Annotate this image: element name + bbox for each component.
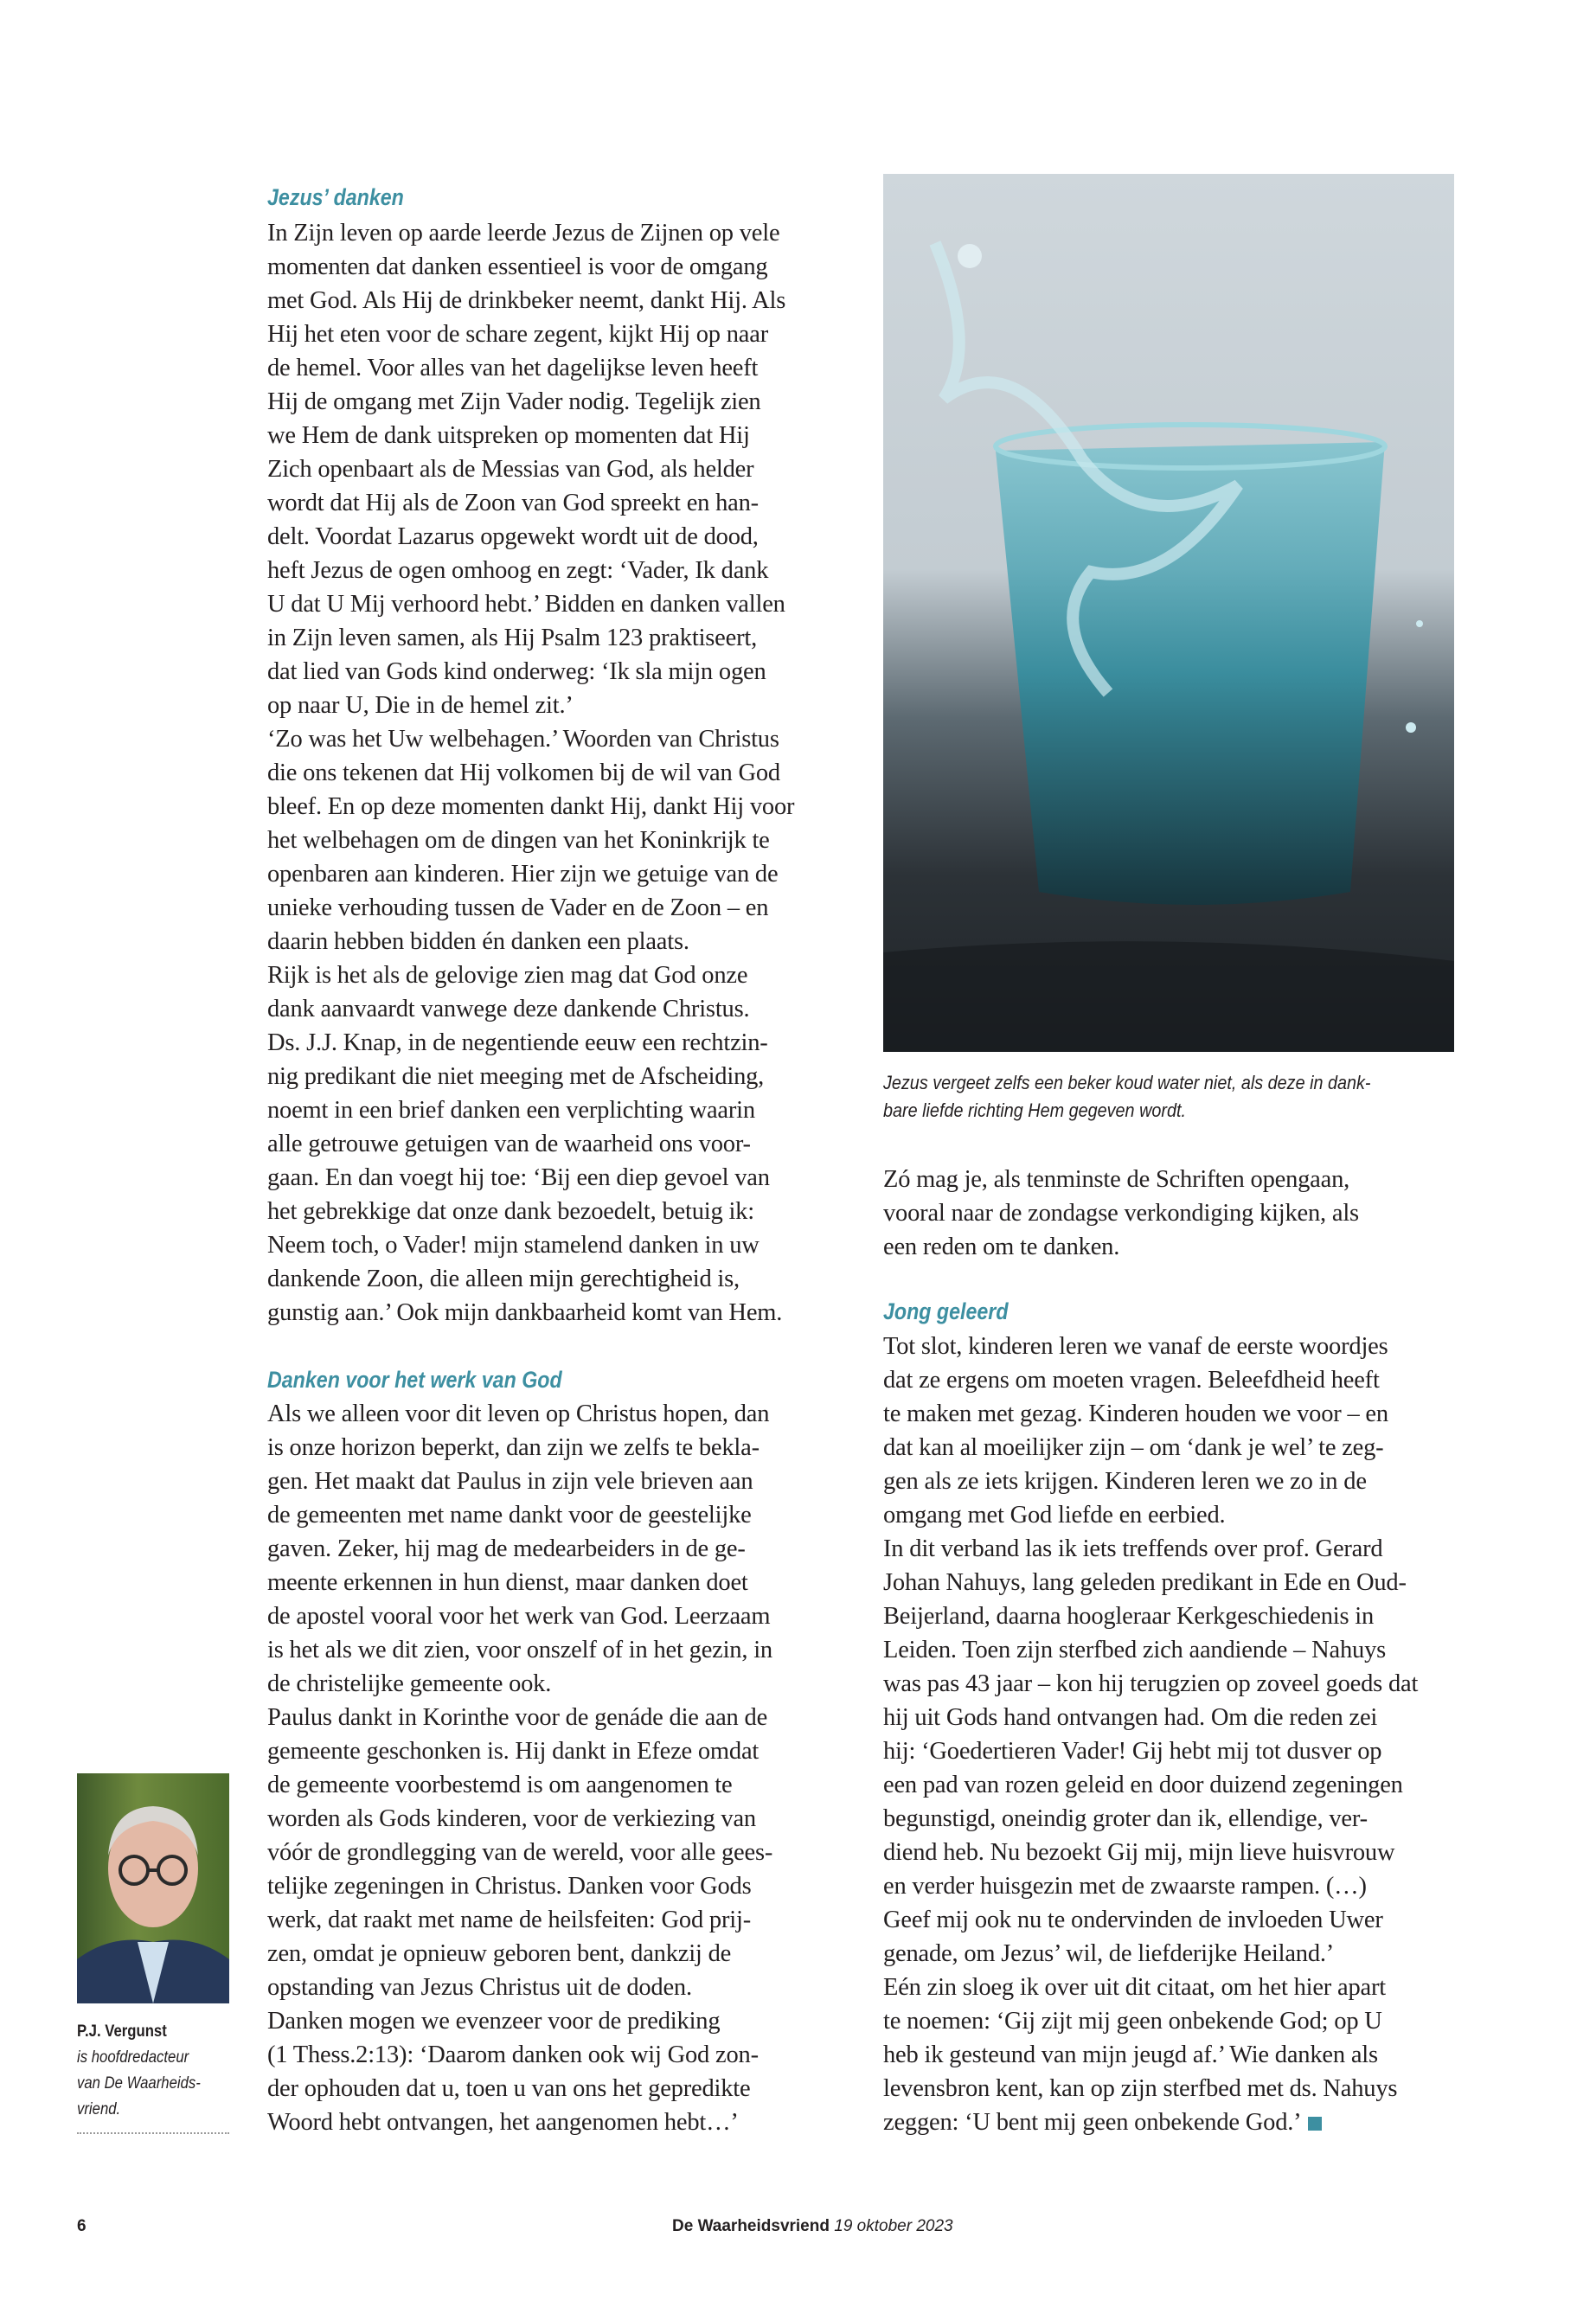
- text-line-content: In dit verband las ik iets treffends over prof. Gerard: [883, 1535, 1383, 1562]
- text-line-content: Rijk is het als de gelovige zien mag dat God onze: [267, 962, 748, 989]
- text-line-content: de christelijke gemeente ook.: [267, 1670, 552, 1697]
- publication-name: De Waarheidsvriend: [672, 2217, 830, 2235]
- text-line: [267, 655, 794, 689]
- text-line: [267, 317, 794, 351]
- text-line: [267, 1599, 772, 1633]
- text-line: [883, 2038, 1418, 2072]
- text-line: [883, 1465, 1418, 1498]
- text-line: [267, 1228, 794, 1262]
- text-line: [883, 1971, 1418, 2004]
- text-line: [883, 1701, 1418, 1734]
- text-line: [267, 351, 794, 385]
- text-line: [267, 216, 794, 250]
- text-line-content: gen. Het maakt dat Paulus in zijn vele brieven aan: [267, 1468, 753, 1495]
- text-line: [883, 1667, 1418, 1701]
- text-line: [267, 1431, 772, 1465]
- text-line: [267, 452, 794, 486]
- text-line-content: gen als ze iets krijgen. Kinderen leren we zo in de: [883, 1468, 1367, 1495]
- text-line: [267, 1161, 794, 1195]
- author-role-line: vriend.: [77, 2100, 121, 2118]
- text-line-content: Paulus dankt in Korinthe voor de genáde die aan de: [267, 1704, 768, 1731]
- text-line-content: der ophouden dat u, toen u van ons het gepredikte: [267, 2075, 751, 2102]
- text-line-content: heb ik gesteund van mijn jeugd af.’ Wie danken als: [883, 2041, 1378, 2068]
- text-line-content: te maken met gezag. Kinderen houden we voor – en: [883, 1400, 1388, 1427]
- text-line: [883, 1196, 1359, 1230]
- text-line-content: die ons tekenen dat Hij volkomen bij de wil van God: [267, 760, 780, 786]
- text-line-content: Danken mogen we evenzeer voor de prediking: [267, 2008, 721, 2035]
- text-line-content: begunstigd, oneindig groter dan ik, ellendige, ver-: [883, 1805, 1368, 1832]
- text-line: [267, 1532, 772, 1566]
- text-line-content: Ds. J.J. Knap, in de negentiende eeuw een rechtzin-: [267, 1029, 768, 1056]
- text-line-content: omgang met God liefde en eerbied.: [883, 1502, 1226, 1529]
- text-line-content: dat kan al moeilijker zijn – om ‘dank je wel’ te zeg-: [883, 1434, 1384, 1461]
- text-line-content: Zó mag je, als tenminste de Schriften opengaan,: [883, 1166, 1350, 1193]
- text-line: [267, 1195, 794, 1228]
- text-line: [267, 1498, 772, 1532]
- text-line-content: het welbehagen om de dingen van het Koninkrijk te: [267, 827, 770, 854]
- photo-caption: [883, 1069, 1371, 1125]
- body-text-section4: [883, 1330, 1418, 2139]
- text-line-content: een reden om te danken.: [883, 1234, 1120, 1260]
- text-line-content: diend heb. Nu bezoekt Gij mij, mijn lieve huisvrouw: [883, 1839, 1395, 1866]
- author-name: P.J. Vergunst: [77, 2022, 167, 2041]
- text-line-content: Tot slot, kinderen leren we vanaf de eerste woordjes: [883, 1333, 1388, 1360]
- text-line: [267, 419, 794, 452]
- text-line: [267, 520, 794, 554]
- text-line: [267, 1836, 772, 1869]
- text-line: [883, 1599, 1418, 1633]
- text-line-content: bleef. En op deze momenten dankt Hij, dankt Hij voor: [267, 793, 795, 820]
- text-line-content: telijke zegeningen in Christus. Danken voor Gods: [267, 1873, 752, 1900]
- text-line: [267, 1971, 772, 2004]
- text-line: [267, 722, 794, 756]
- body-text-section3: [883, 1163, 1359, 1264]
- text-line: [267, 1127, 794, 1161]
- author-role-line: van De Waarheids-: [77, 2074, 201, 2093]
- text-line: [883, 1498, 1418, 1532]
- publication-date: 19 oktober 2023: [834, 2217, 953, 2235]
- text-line: [267, 1465, 772, 1498]
- body-text-section2: [267, 1397, 772, 2139]
- text-line: [267, 824, 794, 857]
- text-line-content: hij: ‘Goedertieren Vader! Gij hebt mij tot dusver op: [883, 1738, 1382, 1765]
- text-line-content: de gemeente voorbestemd is om aangenomen te: [267, 1772, 733, 1798]
- text-line-content: Neem toch, o Vader! mijn stamelend danken in uw: [267, 1232, 760, 1259]
- text-line-content: met God. Als Hij de drinkbeker neemt, dankt Hij. Als: [267, 287, 786, 314]
- text-line-content: opstanding van Jezus Christus uit de doden.: [267, 1974, 692, 2001]
- text-line-content: is onze horizon beperkt, dan zijn we zelfs te bekla-: [267, 1434, 760, 1461]
- text-line: [883, 1532, 1418, 1566]
- author-role-line: is hoofdredacteur: [77, 2048, 189, 2067]
- text-line: [267, 1768, 772, 1802]
- text-line: [883, 2072, 1418, 2106]
- text-line: [267, 250, 794, 284]
- footer-publication: [672, 2215, 953, 2238]
- text-line-content: en verder huisgezin met de zwaarste rampen. (…): [883, 1873, 1367, 1900]
- text-line: [883, 2004, 1418, 2038]
- text-line-content: gunstig aan.’ Ook mijn dankbaarheid komt van Hem.: [267, 1299, 783, 1326]
- text-line: [267, 1566, 772, 1599]
- text-line: [883, 1431, 1418, 1465]
- text-line-content: op naar U, Die in de hemel zit.’: [267, 692, 574, 719]
- text-line: [267, 385, 794, 419]
- body-text-section1: [267, 216, 794, 1330]
- text-line: [883, 1802, 1418, 1836]
- text-line: [267, 1667, 772, 1701]
- text-line: [267, 1026, 794, 1060]
- text-line-content: zeggen: ‘U bent mij geen onbekende God.’: [883, 2109, 1302, 2136]
- author-divider: [77, 2132, 229, 2134]
- text-line: [267, 1397, 772, 1431]
- text-line: [883, 1566, 1418, 1599]
- text-line-content: de gemeenten met name dankt voor de geestelijke: [267, 1502, 752, 1529]
- water-glass-photo: [883, 174, 1454, 1052]
- text-line: [267, 486, 794, 520]
- text-line: [267, 1903, 772, 1937]
- text-line-content: vóór de grondlegging van de wereld, voor alle gees-: [267, 1839, 773, 1866]
- text-line-content: was pas 43 jaar – kon hij terugzien op zoveel goeds dat: [883, 1670, 1419, 1697]
- text-line: [883, 1363, 1418, 1397]
- text-line-content: noemt in een brief danken een verplichting waarin: [267, 1097, 755, 1124]
- text-line: [267, 2072, 772, 2106]
- text-line: [267, 1802, 772, 1836]
- text-line-content: openbaren aan kinderen. Hier zijn we getuige van de: [267, 861, 779, 888]
- text-line-content: gaan. En dan voegt hij toe: ‘Bij een diep gevoel van: [267, 1164, 770, 1191]
- text-line: [883, 1633, 1418, 1667]
- photo-caption-line: Jezus vergeet zelfs een beker koud water niet, als deze in dank-: [883, 1072, 1371, 1093]
- text-line-content: Hij de omgang met Zijn Vader nodig. Tegelijk zien: [267, 388, 761, 415]
- text-line-content: wordt dat Hij als de Zoon van God spreekt en han-: [267, 490, 759, 516]
- author-portrait: [77, 1773, 229, 2003]
- text-line: [267, 1262, 794, 1296]
- text-line: [883, 1734, 1418, 1768]
- text-line: [267, 1296, 794, 1330]
- text-line: [267, 925, 794, 958]
- text-line: [267, 857, 794, 891]
- text-line-content: dat ze ergens om moeten vragen. Beleefdheid heeft: [883, 1367, 1380, 1394]
- text-line-content: levensbron kent, kan op zijn sterfbed met ds. Nahuys: [883, 2075, 1398, 2102]
- text-line: [267, 284, 794, 317]
- text-line-content: momenten dat danken essentieel is voor de omgang: [267, 253, 768, 280]
- text-line: [267, 1937, 772, 1971]
- text-line-content: de apostel vooral voor het werk van God. Leerzaam: [267, 1603, 771, 1630]
- text-line: [267, 2038, 772, 2072]
- text-line-content: te noemen: ‘Gij zijt mij geen onbekende God; op U: [883, 2008, 1382, 2035]
- text-line: [267, 689, 794, 722]
- text-line-content: nig predikant die niet meeging met de Afscheiding,: [267, 1063, 765, 1090]
- text-line: [267, 1701, 772, 1734]
- text-line-content: U dat U Mij verhoord hebt.’ Bidden en danken vallen: [267, 591, 785, 618]
- text-line: [267, 2106, 772, 2139]
- text-line-content: Johan Nahuys, lang geleden predikant in Ede en Oud-: [883, 1569, 1407, 1596]
- text-line: [267, 891, 794, 925]
- text-line-content: dank aanvaardt vanwege deze dankende Christus.: [267, 996, 750, 1022]
- section-heading-danken-werk-god: Danken voor het werk van God: [267, 1367, 562, 1393]
- text-line-content: gemeente geschonken is. Hij dankt in Efeze omdat: [267, 1738, 760, 1765]
- text-line-content: Als we alleen voor dit leven op Christus hopen, dan: [267, 1400, 770, 1427]
- text-line-content: zen, omdat je opnieuw geboren bent, dankzij de: [267, 1940, 732, 1967]
- text-line: [883, 1230, 1359, 1264]
- photo-caption-line: bare liefde richting Hem gegeven wordt.: [883, 1099, 1187, 1121]
- author-caption: [77, 2019, 201, 2123]
- text-line-content: een pad van rozen geleid en door duizend zegeningen: [883, 1772, 1403, 1798]
- text-line-content: de hemel. Voor alles van het dagelijkse leven heeft: [267, 355, 759, 381]
- text-line-content: Beijerland, daarna hoogleraar Kerkgeschiedenis in: [883, 1603, 1375, 1630]
- text-line-content: Zich openbaart als de Messias van God, als helder: [267, 456, 754, 483]
- text-line-content: vooral naar de zondagse verkondiging kijken, als: [883, 1200, 1359, 1227]
- text-line-content: (1 Thess.2:13): ‘Daarom danken ook wij God zon-: [267, 2041, 759, 2068]
- text-line: [267, 756, 794, 790]
- text-line-content: delt. Voordat Lazarus opgewekt wordt uit de dood,: [267, 523, 759, 550]
- text-line: [883, 1163, 1359, 1196]
- text-line-content: meente erkennen in hun dienst, maar danken doet: [267, 1569, 748, 1596]
- text-line: [883, 1768, 1418, 1802]
- text-line: [883, 1903, 1418, 1937]
- text-line: [883, 1937, 1418, 1971]
- text-line: [883, 1869, 1418, 1903]
- text-line-content: is het als we dit zien, voor onszelf of in het gezin, in: [267, 1637, 772, 1663]
- text-line: [267, 554, 794, 587]
- text-line: [883, 1836, 1418, 1869]
- text-line: [267, 621, 794, 655]
- section-heading-jezus-danken: Jezus’ danken: [267, 184, 404, 210]
- text-line: [267, 1734, 772, 1768]
- text-line: [883, 1330, 1418, 1363]
- text-line: [267, 2004, 772, 2038]
- text-line: [267, 587, 794, 621]
- text-line-content: Hij het eten voor de schare zegent, kijkt Hij op naar: [267, 321, 768, 348]
- text-line-content: we Hem de dank uitspreken op momenten dat Hij: [267, 422, 750, 449]
- text-line-content: dat lied van Gods kind onderweg: ‘Ik sla mijn ogen: [267, 658, 766, 685]
- text-line-content: dankende Zoon, die alleen mijn gerechtigheid is,: [267, 1266, 740, 1292]
- text-line-content: daarin hebben bidden én danken een plaats.: [267, 928, 689, 955]
- text-line-content: In Zijn leven op aarde leerde Jezus de Zijnen op vele: [267, 220, 780, 247]
- text-line-content: worden als Gods kinderen, voor de verkiezing van: [267, 1805, 756, 1832]
- text-line-content: unieke verhouding tussen de Vader en de Zoon – en: [267, 894, 769, 921]
- end-of-article-square-icon: [1308, 2117, 1322, 2131]
- text-line-content: Eén zin sloeg ik over uit dit citaat, om het hier apart: [883, 1974, 1386, 2001]
- text-line: [267, 1869, 772, 1903]
- text-line: [267, 1093, 794, 1127]
- text-line-content: hij uit Gods hand ontvangen had. Om die reden zei: [883, 1704, 1378, 1731]
- text-line-content: Geef mij ook nu te ondervinden de invloeden Uwer: [883, 1907, 1383, 1933]
- text-line-content: alle getrouwe getuigen van de waarheid ons voor-: [267, 1131, 751, 1157]
- text-line-content: genade, om Jezus’ wil, de liefderijke Heiland.’: [883, 1940, 1335, 1967]
- text-line-content: Woord hebt ontvangen, het aangenomen hebt…’: [267, 2109, 739, 2136]
- text-line: [267, 1633, 772, 1667]
- author-photo: [77, 1773, 229, 2003]
- text-line: [267, 1060, 794, 1093]
- text-line-content: Leiden. Toen zijn sterfbed zich aandiende – Nahuys: [883, 1637, 1387, 1663]
- text-line: [267, 958, 794, 992]
- text-line-content: het gebrekkige dat onze dank bezoedelt, betuig ik:: [267, 1198, 754, 1225]
- text-line-content: heft Jezus de ogen omhoog en zegt: ‘Vader, Ik dank: [267, 557, 769, 584]
- page-number: 6: [77, 2217, 87, 2235]
- text-line: [883, 1397, 1418, 1431]
- text-line-content: gaven. Zeker, hij mag de medearbeiders in de ge-: [267, 1535, 746, 1562]
- text-line-content: ‘Zo was het Uw welbehagen.’ Woorden van Christus: [267, 726, 779, 753]
- text-line-content: in Zijn leven samen, als Hij Psalm 123 praktiseert,: [267, 625, 758, 651]
- text-line: [267, 992, 794, 1026]
- water-glass-illustration: [883, 174, 1454, 1052]
- section-heading-jong-geleerd: Jong geleerd: [883, 1298, 1009, 1324]
- text-line-content: werk, dat raakt met name de heilsfeiten: God prij-: [267, 1907, 751, 1933]
- text-line: [267, 790, 794, 824]
- text-line: [883, 2106, 1418, 2139]
